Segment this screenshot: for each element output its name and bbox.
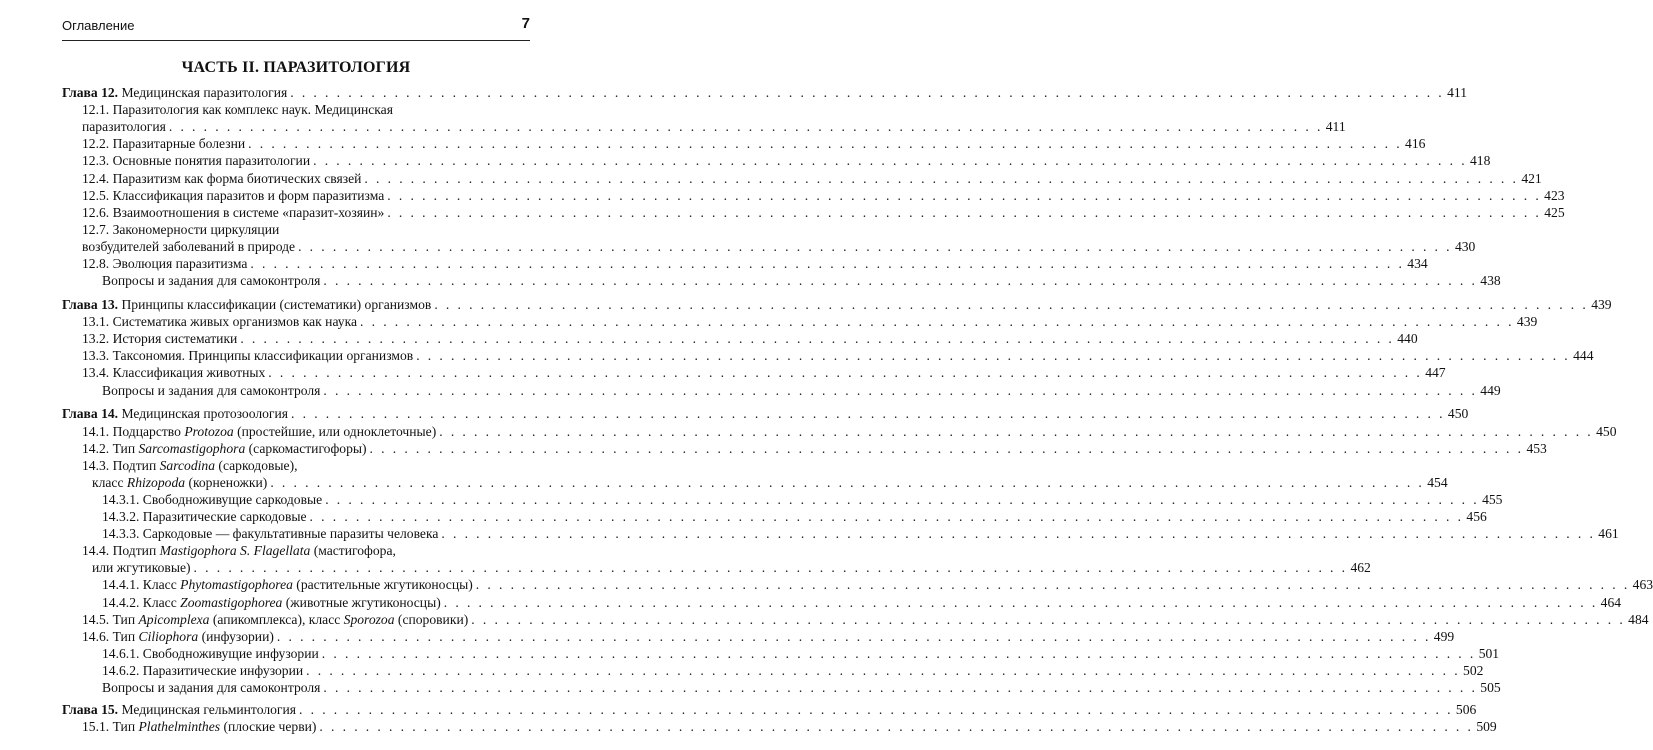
taxon-name: Zoomastigophorea <box>180 594 283 610</box>
entry-text: (мастигофора, <box>310 543 396 559</box>
page-ref: 425 <box>1544 204 1565 220</box>
dot-leader <box>323 677 1477 698</box>
page-ref: 439 <box>1516 314 1538 330</box>
entry-text: (апикомплекса), класс <box>209 611 344 627</box>
page-ref: 450 <box>1596 423 1617 439</box>
page-ref: 421 <box>1521 170 1542 186</box>
entry-title: 12.5. Классификация паразитов и форм паразитизма <box>82 187 385 203</box>
dot-leader <box>323 270 1477 291</box>
page-ref: 423 <box>1544 187 1565 203</box>
page-ref: 411 <box>1447 85 1467 100</box>
entry-text: класс <box>92 474 127 490</box>
entry-text: (растительные жгутиконосцы) <box>292 577 473 593</box>
entry-title: паразитология <box>82 119 166 135</box>
entry-text: 14.3. Подтип <box>82 457 160 473</box>
dot-leader <box>319 716 1473 737</box>
page-ref: 505 <box>1480 680 1501 696</box>
toc-entry-line[interactable]: 12.7. Закономерности циркуляции <box>82 221 280 237</box>
entry-text: (корненожки) <box>185 474 268 490</box>
entry-title: 12.4. Паразитизм как форма биотических связей <box>82 170 362 186</box>
page-ref: 456 <box>1466 509 1487 525</box>
taxon-name: Apicomplexa <box>138 611 210 627</box>
page-ref: 461 <box>1598 526 1619 542</box>
page-ref: 439 <box>1591 297 1612 313</box>
page-ref: 454 <box>1427 474 1448 490</box>
toc-entry-line[interactable]: 12.1. Паразитология как комплекс наук. Медицинская <box>82 102 393 118</box>
toc-entry-questions[interactable] <box>62 270 1501 291</box>
toc-entry-questions[interactable] <box>62 677 1501 698</box>
chapter-title: Медицинская гельминтология <box>118 702 296 718</box>
taxon-name: Mastigophora S. Flagellata <box>159 543 311 559</box>
page-ref: 462 <box>1350 560 1371 576</box>
page-ref: 501 <box>1478 645 1500 661</box>
entry-text: (споровики) <box>394 611 469 627</box>
entry-title: 12.8. Эволюция паразитизма <box>82 256 248 271</box>
page-ref: 438 <box>1480 273 1501 289</box>
entry-title: 14.6.2. Паразитические инфузории <box>102 662 304 678</box>
entry-text: (животные жгутиконосцы) <box>282 594 441 610</box>
dot-leader <box>441 523 1595 544</box>
page-ref: 463 <box>1632 577 1653 593</box>
entry-title: 13.1. Систематика живых организмов как наука <box>82 314 358 330</box>
entry-title: 13.3. Таксономия. Принципы классификации организмов <box>82 348 414 364</box>
page-ref: 464 <box>1600 594 1622 610</box>
entry-title: 12.3. Основные понятия паразитологии <box>82 153 311 169</box>
dot-leader <box>387 202 1541 223</box>
page-ref: 453 <box>1526 440 1547 456</box>
page-ref: 416 <box>1405 136 1426 152</box>
entry-title: 14.3.3. Саркодовые — факультативные паразиты человека <box>102 526 439 542</box>
chapter-label: Глава 13. <box>62 297 119 313</box>
entry-text: 14.1. Подцарство <box>82 423 185 439</box>
entry-text: 14.6. Тип <box>82 628 139 644</box>
entry-text: 14.2. Тип <box>82 440 139 456</box>
entry-text: (простейшие, или одноклеточные) <box>233 423 437 439</box>
page-ref: 440 <box>1397 331 1418 347</box>
dot-leader <box>323 380 1477 401</box>
page-ref: 499 <box>1433 628 1455 644</box>
entry-title: возбудителей заболеваний в природе <box>82 238 296 254</box>
entry-text: 14.4.2. Класс <box>102 594 181 610</box>
page-ref: 455 <box>1482 491 1503 507</box>
page-ref: 506 <box>1455 702 1477 718</box>
page-ref: 430 <box>1454 238 1476 254</box>
entry-text: (саркодовые), <box>215 457 298 473</box>
chapter-label: Глава 12. <box>62 85 119 100</box>
page-ref: 434 <box>1407 256 1428 271</box>
dot-leader <box>290 82 1444 103</box>
taxon-name: Ciliophora <box>138 628 199 644</box>
entry-title: 14.3.1. Свободноживущие саркодовые <box>102 491 323 507</box>
chapter-title: Принципы классификации (систематики) организмов <box>118 297 432 313</box>
taxon-name: Phytomastigophorea <box>180 577 293 593</box>
entry-title: 13.4. Классификация животных <box>82 365 266 381</box>
page-ref: 418 <box>1470 153 1491 169</box>
chapter-label: Глава 14. <box>62 406 119 422</box>
header-rule <box>62 40 530 41</box>
entry-title: 13.2. История систематики <box>82 331 238 347</box>
toc-entry[interactable] <box>62 716 1497 737</box>
page-ref: 447 <box>1425 365 1446 381</box>
page-ref: 411 <box>1325 119 1346 135</box>
entry-text: (инфузории) <box>198 628 274 644</box>
entry-title: 12.6. Взаимоотношения в системе «паразит-хозяин» <box>82 204 385 220</box>
entry-text: 14.5. Тип <box>82 611 139 627</box>
taxon-name: Sarcomastigophora <box>138 440 246 456</box>
taxon-name: Protozoa <box>184 423 234 439</box>
taxon-name: Plathelminthes <box>138 719 221 735</box>
page-ref: 502 <box>1463 662 1484 678</box>
taxon-name: Rhizopoda <box>126 474 186 490</box>
entry-title: 12.2. Паразитарные болезни <box>82 136 246 152</box>
running-header: Оглавление <box>62 18 135 33</box>
entry-title: Вопросы и задания для самоконтроля <box>102 273 321 289</box>
dot-leader <box>370 438 1524 459</box>
taxon-name: Sporozoa <box>343 611 395 627</box>
page-ref: 449 <box>1480 382 1501 398</box>
page-ref: 444 <box>1573 348 1594 364</box>
page-number: 7 <box>521 15 530 32</box>
entry-text: 14.4.1. Класс <box>102 577 181 593</box>
entry-title: Вопросы и задания для самоконтроля <box>102 680 321 696</box>
entry-text: 14.4. Подтип <box>82 543 160 559</box>
taxon-name: Sarcodina <box>159 457 216 473</box>
entry-title: 14.6.1. Свободноживущие инфузории <box>102 645 319 661</box>
entry-text: (плоские черви) <box>220 719 317 735</box>
part-title: ЧАСТЬ II. ПАРАЗИТОЛОГИЯ <box>181 59 411 76</box>
entry-title: 14.3.2. Паразитические саркодовые <box>102 509 307 525</box>
entry-title: или жгутиковые) <box>92 560 191 576</box>
toc-entry-questions[interactable] <box>62 380 1501 401</box>
chapter-title: Медицинская паразитология <box>118 85 288 100</box>
chapter-label: Глава 15. <box>62 702 119 718</box>
entry-text: 15.1. Тип <box>82 719 139 735</box>
page-ref: 509 <box>1476 719 1497 735</box>
chapter-title: Медицинская протозоология <box>118 406 289 422</box>
page-ref: 450 <box>1447 406 1469 422</box>
entry-title: Вопросы и задания для самоконтроля <box>102 382 321 398</box>
entry-text: (саркомастигофоры) <box>245 440 367 456</box>
page-ref: 484 <box>1628 611 1649 627</box>
